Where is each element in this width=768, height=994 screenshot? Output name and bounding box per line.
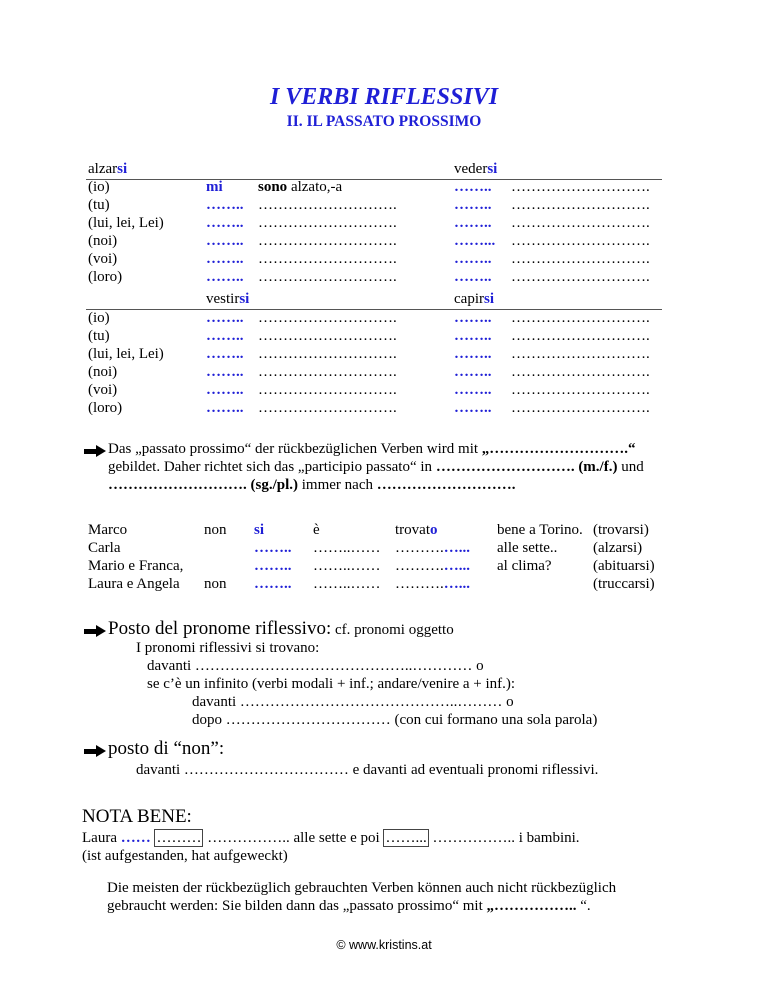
participle — [395, 576, 470, 593]
section-heading: Posto del pronome riflessivo: — [108, 618, 332, 639]
nota-boxed-blank: ……… — [156, 830, 202, 846]
form-blank: ………………………. — [258, 400, 397, 416]
rule-blank: ………………………. (m./f.) — [435, 459, 618, 475]
participle — [395, 558, 470, 575]
rule-line-3 — [108, 477, 516, 494]
arrow-right-icon — [84, 625, 106, 637]
form-blank: ………………………. — [258, 346, 397, 362]
page-title: I VERBI RIFLESSIVI — [269, 84, 499, 110]
arrow-right-icon — [84, 745, 106, 757]
form-blank: ………………………. — [258, 364, 397, 380]
ending-blank: …... — [443, 576, 470, 592]
nota-bene-heading: NOTA BENE: — [82, 806, 192, 827]
exercise-subject: Mario e Franca, — [88, 558, 184, 574]
rule-blank: ………………………. — [376, 477, 516, 493]
pronoun-blank: …….. — [454, 179, 492, 195]
form-blank: ………………………. — [511, 310, 650, 326]
exercise-infinitive: (abituarsi) — [593, 558, 655, 574]
section-posto-non-heading: posto di “non”: — [108, 738, 225, 759]
verb-header-vedersi — [454, 161, 497, 178]
exercise-subject: Laura e Angela — [88, 576, 180, 592]
verb-form — [258, 179, 342, 196]
participle: alzato,-a — [287, 179, 343, 195]
person-label: (voi) — [88, 251, 118, 267]
nota-boxed-blank: ……... — [385, 830, 427, 846]
rule-line-2 — [108, 459, 644, 476]
participle — [395, 540, 470, 557]
nota-paragraph-line-1: Die meisten der rückbezüglich gebrauchten Verben können auch nicht rückbezüglich — [107, 880, 617, 896]
pronoun-blank: …….. — [454, 197, 492, 213]
rule-line-1 — [108, 441, 636, 458]
person-label: (tu) — [88, 328, 110, 344]
form-blank: ………………………. — [511, 251, 650, 267]
posto-line: davanti ……………………………………..……… o — [192, 694, 514, 710]
nota-text: gebraucht werden: Sie bilden dann das „passato prossimo“ mit — [107, 898, 487, 914]
verb-suffix: si — [239, 291, 250, 307]
ending-blank: …... — [443, 558, 470, 574]
verb-header-vestirsi — [206, 291, 249, 308]
exercise-infinitive: (trovarsi) — [593, 522, 649, 538]
verb-header-capirsi — [454, 291, 494, 308]
participle — [395, 522, 438, 539]
section-note: cf. pronomi oggetto — [334, 622, 454, 638]
person-label: (noi) — [88, 364, 118, 380]
reflexive-pronoun: si — [254, 522, 265, 538]
form-blank: ………………………. — [258, 310, 397, 326]
exercise-rest: al clima? — [497, 558, 552, 574]
pronoun-blank: …….. — [206, 382, 244, 398]
form-blank: ………………………. — [511, 179, 650, 195]
auxiliary-blank: ……..…… — [313, 558, 381, 574]
pronoun-blank: …….. — [454, 269, 492, 285]
pronoun-blank: …….. — [254, 540, 292, 556]
nota-blank: „…………….. — [486, 898, 577, 914]
nota-paragraph-line-2 — [107, 898, 591, 915]
pronoun-blank: …….. — [454, 251, 492, 267]
pronoun-blank: …….. — [206, 364, 244, 380]
participle-stem: trovat — [395, 522, 430, 538]
form-blank: ………………………. — [511, 400, 650, 416]
pronoun-blank: …….. — [206, 251, 244, 267]
pronoun-blank: …….. — [454, 382, 492, 398]
verb-stem: alzar — [88, 161, 118, 177]
person-label: (lui, lei, Lei) — [88, 215, 164, 231]
pronoun-blank: …….. — [454, 346, 492, 362]
verb-suffix: si — [483, 291, 494, 307]
participle-blank: ………. — [395, 558, 444, 574]
form-blank: ………………………. — [511, 269, 650, 285]
person-label: (io) — [88, 310, 110, 326]
verb-stem: vestir — [206, 291, 240, 307]
verb-stem: veder — [454, 161, 488, 177]
posto-line: se c’è un infinito (verbi modali + inf.; andare/venire a + inf.): — [147, 676, 516, 692]
posto-line: dopo …………………………… (con cui formano una sola parola) — [192, 712, 598, 728]
form-blank: ………………………. — [511, 215, 650, 231]
form-blank: ………………………. — [258, 233, 397, 249]
person-label: (loro) — [88, 269, 123, 285]
person-label: (noi) — [88, 233, 118, 249]
auxiliary: è — [313, 522, 320, 538]
pronoun-blank: …….. — [454, 400, 492, 416]
pronoun-blank: …….. — [206, 328, 244, 344]
exercise-negation: non — [204, 522, 227, 538]
exercise-infinitive: (alzarsi) — [593, 540, 643, 556]
rule-text: immer nach — [298, 477, 377, 493]
pronoun-blank: …….. — [454, 364, 492, 380]
person-label: (io) — [88, 179, 110, 195]
participle-ending: o — [430, 522, 438, 538]
auxiliary: sono — [258, 179, 288, 195]
exercise-rest: bene a Torino. — [497, 522, 583, 538]
auxiliary-blank: ……..…… — [313, 540, 381, 556]
form-blank: ………………………. — [258, 251, 397, 267]
form-blank: ………………………. — [258, 382, 397, 398]
pronoun-blank: …….. — [454, 328, 492, 344]
verb-header-alzarsi — [88, 161, 127, 178]
participle-blank: ………. — [395, 576, 444, 592]
exercise-subject: Marco — [88, 522, 128, 538]
pronoun-blank: …….. — [206, 269, 244, 285]
person-label: (loro) — [88, 400, 123, 416]
pronoun-blank: …….. — [206, 215, 244, 231]
pronoun-blank: …….. — [206, 197, 244, 213]
verb-suffix: si — [487, 161, 498, 177]
rule-text: gebildet. Daher richtet sich das „participio passato“ in — [108, 459, 436, 475]
posto-line: davanti ……………………………………..………… o — [147, 658, 484, 674]
nota-example-line — [82, 830, 580, 847]
nota-text: “. — [576, 898, 591, 914]
form-blank: ………………………. — [258, 269, 397, 285]
page-subtitle: II. IL PASSATO PROSSIMO — [286, 113, 482, 130]
pronoun-blank: …….. — [206, 233, 244, 249]
pronoun-blank: …….. — [206, 400, 244, 416]
rule-text: und — [617, 459, 644, 475]
form-blank: ………………………. — [511, 346, 650, 362]
participle-blank: ………. — [395, 540, 444, 556]
section-posto-riflessivo-heading — [108, 618, 454, 640]
person-label: (voi) — [88, 382, 118, 398]
form-blank: ………………………. — [511, 233, 650, 249]
nota-text: …………….. alle sette e poi — [203, 830, 384, 846]
verb-suffix: si — [117, 161, 128, 177]
rule-blank: „……………………….“ — [481, 441, 636, 457]
form-blank: ………………………. — [511, 197, 650, 213]
nota-explanation: (ist aufgestanden, hat aufgeweckt) — [82, 848, 288, 864]
form-blank: ………………………. — [258, 197, 397, 213]
person-label: (tu) — [88, 197, 110, 213]
pronoun-blank: …….. — [454, 215, 492, 231]
form-blank: ………………………. — [258, 328, 397, 344]
pronoun-blank: ……... — [454, 233, 496, 249]
reflexive-pronoun: mi — [206, 179, 223, 195]
auxiliary-blank: ……..…… — [313, 576, 381, 592]
pronoun-blank: …….. — [206, 346, 244, 362]
pronoun-blank: …….. — [454, 310, 492, 326]
person-label: (lui, lei, Lei) — [88, 346, 164, 362]
pronoun-blank: …….. — [254, 558, 292, 574]
nota-text: …………….. i bambini. — [428, 830, 580, 846]
rule-blank: ………………………. (sg./pl.) — [108, 477, 299, 493]
form-blank: ………………………. — [258, 215, 397, 231]
exercise-negation: non — [204, 576, 227, 592]
footer-copyright: © www.kristins.at — [336, 938, 432, 952]
ending-blank: …... — [443, 540, 470, 556]
rule-text: Das „passato prossimo“ der rückbezüglichen Verben wird mit — [108, 441, 482, 457]
form-blank: ………………………. — [511, 328, 650, 344]
pronoun-blank: …….. — [206, 310, 244, 326]
pronoun-blank: …….. — [254, 576, 292, 592]
exercise-subject: Carla — [88, 540, 121, 556]
nota-blank: …… — [120, 830, 151, 846]
form-blank: ………………………. — [511, 382, 650, 398]
exercise-rest: alle sette.. — [497, 540, 558, 556]
posto-line: I pronomi riflessivi si trovano: — [136, 640, 320, 656]
form-blank: ………………………. — [511, 364, 650, 380]
arrow-right-icon — [84, 445, 106, 457]
verb-stem: capir — [454, 291, 484, 307]
nota-text: Laura — [82, 830, 121, 846]
posto-non-line: davanti …………………………… e davanti ad eventuali pronomi riflessivi. — [136, 762, 599, 778]
exercise-infinitive: (truccarsi) — [593, 576, 655, 592]
